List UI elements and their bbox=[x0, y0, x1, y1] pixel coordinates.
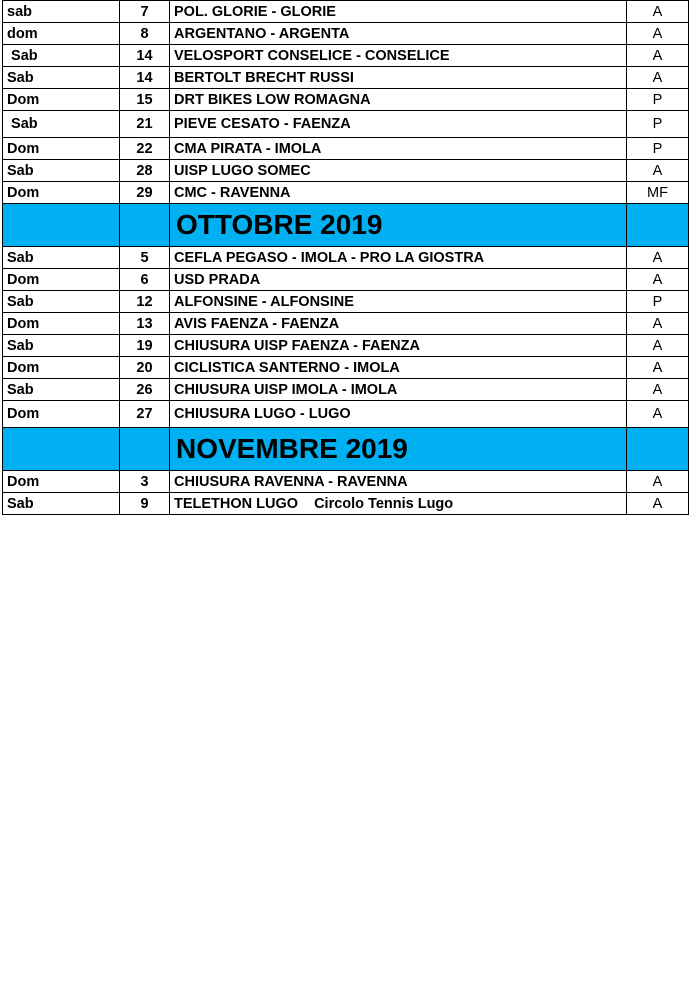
table-row bbox=[3, 247, 689, 269]
event-cell: AVIS FAENZA - FAENZA bbox=[170, 313, 627, 335]
date-cell: 26 bbox=[120, 379, 170, 401]
date-cell: 29 bbox=[120, 182, 170, 204]
table-row bbox=[3, 291, 689, 313]
day-cell: Sab bbox=[3, 379, 120, 401]
month-header-blank bbox=[627, 428, 689, 471]
event-cell: CHIUSURA RAVENNA - RAVENNA bbox=[170, 471, 627, 493]
table-row bbox=[3, 45, 689, 67]
event-cell: ALFONSINE - ALFONSINE bbox=[170, 291, 627, 313]
category-cell: P bbox=[627, 111, 689, 138]
event-cell bbox=[170, 493, 627, 515]
day-cell: Sab bbox=[3, 111, 120, 138]
date-cell: 15 bbox=[120, 89, 170, 111]
category-cell: A bbox=[627, 471, 689, 493]
schedule-table bbox=[2, 0, 689, 515]
table-row bbox=[3, 138, 689, 160]
table-row bbox=[3, 493, 689, 515]
category-cell: A bbox=[627, 401, 689, 428]
table-row bbox=[3, 89, 689, 111]
day-cell: Sab bbox=[3, 247, 120, 269]
category-cell: A bbox=[627, 160, 689, 182]
day-cell: Dom bbox=[3, 313, 120, 335]
day-cell: Sab bbox=[3, 335, 120, 357]
date-cell: 9 bbox=[120, 493, 170, 515]
day-cell: Sab bbox=[3, 45, 120, 67]
event-cell: CMC - RAVENNA bbox=[170, 182, 627, 204]
day-cell: Sab bbox=[3, 160, 120, 182]
month-header-blank bbox=[120, 428, 170, 471]
event-cell: USD PRADA bbox=[170, 269, 627, 291]
date-cell: 3 bbox=[120, 471, 170, 493]
date-cell: 6 bbox=[120, 269, 170, 291]
category-cell: MF bbox=[627, 182, 689, 204]
table-row bbox=[3, 23, 689, 45]
event-cell: BERTOLT BRECHT RUSSI bbox=[170, 67, 627, 89]
date-cell: 14 bbox=[120, 45, 170, 67]
date-cell: 21 bbox=[120, 111, 170, 138]
date-cell: 8 bbox=[120, 23, 170, 45]
month-header-row bbox=[3, 204, 689, 247]
category-cell: A bbox=[627, 45, 689, 67]
day-cell: dom bbox=[3, 23, 120, 45]
date-cell: 19 bbox=[120, 335, 170, 357]
table-row bbox=[3, 1, 689, 23]
event-name: TELETHON LUGO bbox=[174, 495, 299, 512]
event-cell: VELOSPORT CONSELICE - CONSELICE bbox=[170, 45, 627, 67]
date-cell: 20 bbox=[120, 357, 170, 379]
category-cell: A bbox=[627, 1, 689, 23]
table-row bbox=[3, 67, 689, 89]
day-cell: Sab bbox=[3, 291, 120, 313]
day-cell: Dom bbox=[3, 401, 120, 428]
date-cell: 28 bbox=[120, 160, 170, 182]
category-cell: A bbox=[627, 23, 689, 45]
event-cell: PIEVE CESATO - FAENZA bbox=[170, 111, 627, 138]
category-cell: A bbox=[627, 335, 689, 357]
event-cell: POL. GLORIE - GLORIE bbox=[170, 1, 627, 23]
category-cell: A bbox=[627, 269, 689, 291]
day-cell: Dom bbox=[3, 269, 120, 291]
event-cell: ARGENTANO - ARGENTA bbox=[170, 23, 627, 45]
category-cell: P bbox=[627, 291, 689, 313]
table-row bbox=[3, 379, 689, 401]
table-row bbox=[3, 401, 689, 428]
event-cell: CMA PIRATA - IMOLA bbox=[170, 138, 627, 160]
day-cell: Sab bbox=[3, 493, 120, 515]
table-row bbox=[3, 160, 689, 182]
event-cell: CHIUSURA LUGO - LUGO bbox=[170, 401, 627, 428]
table-row bbox=[3, 313, 689, 335]
day-cell: Dom bbox=[3, 471, 120, 493]
category-cell: P bbox=[627, 138, 689, 160]
table-row bbox=[3, 335, 689, 357]
date-cell: 12 bbox=[120, 291, 170, 313]
month-header-blank bbox=[627, 204, 689, 247]
table-row bbox=[3, 182, 689, 204]
month-header-blank bbox=[120, 204, 170, 247]
category-cell: A bbox=[627, 247, 689, 269]
date-cell: 5 bbox=[120, 247, 170, 269]
category-cell: A bbox=[627, 357, 689, 379]
date-cell: 14 bbox=[120, 67, 170, 89]
event-cell: UISP LUGO SOMEC bbox=[170, 160, 627, 182]
event-cell: CHIUSURA UISP FAENZA - FAENZA bbox=[170, 335, 627, 357]
day-cell: Dom bbox=[3, 138, 120, 160]
day-cell: sab bbox=[3, 1, 120, 23]
table-row bbox=[3, 269, 689, 291]
category-cell: A bbox=[627, 67, 689, 89]
date-cell: 22 bbox=[120, 138, 170, 160]
month-header-blank bbox=[3, 428, 120, 471]
event-venue: Circolo Tennis Lugo bbox=[314, 495, 454, 512]
month-title: NOVEMBRE 2019 bbox=[170, 428, 627, 471]
event-cell: DRT BIKES LOW ROMAGNA bbox=[170, 89, 627, 111]
event-cell: CHIUSURA UISP IMOLA - IMOLA bbox=[170, 379, 627, 401]
day-cell: Dom bbox=[3, 182, 120, 204]
date-cell: 27 bbox=[120, 401, 170, 428]
day-cell: Sab bbox=[3, 67, 120, 89]
table-row bbox=[3, 111, 689, 138]
date-cell: 13 bbox=[120, 313, 170, 335]
category-cell: A bbox=[627, 379, 689, 401]
category-cell: A bbox=[627, 493, 689, 515]
category-cell: A bbox=[627, 313, 689, 335]
month-title: OTTOBRE 2019 bbox=[170, 204, 627, 247]
table-row bbox=[3, 471, 689, 493]
month-header-row bbox=[3, 428, 689, 471]
table-row bbox=[3, 357, 689, 379]
event-cell: CICLISTICA SANTERNO - IMOLA bbox=[170, 357, 627, 379]
event-cell: CEFLA PEGASO - IMOLA - PRO LA GIOSTRA bbox=[170, 247, 627, 269]
date-cell: 7 bbox=[120, 1, 170, 23]
day-cell: Dom bbox=[3, 89, 120, 111]
day-cell: Dom bbox=[3, 357, 120, 379]
month-header-blank bbox=[3, 204, 120, 247]
category-cell: P bbox=[627, 89, 689, 111]
